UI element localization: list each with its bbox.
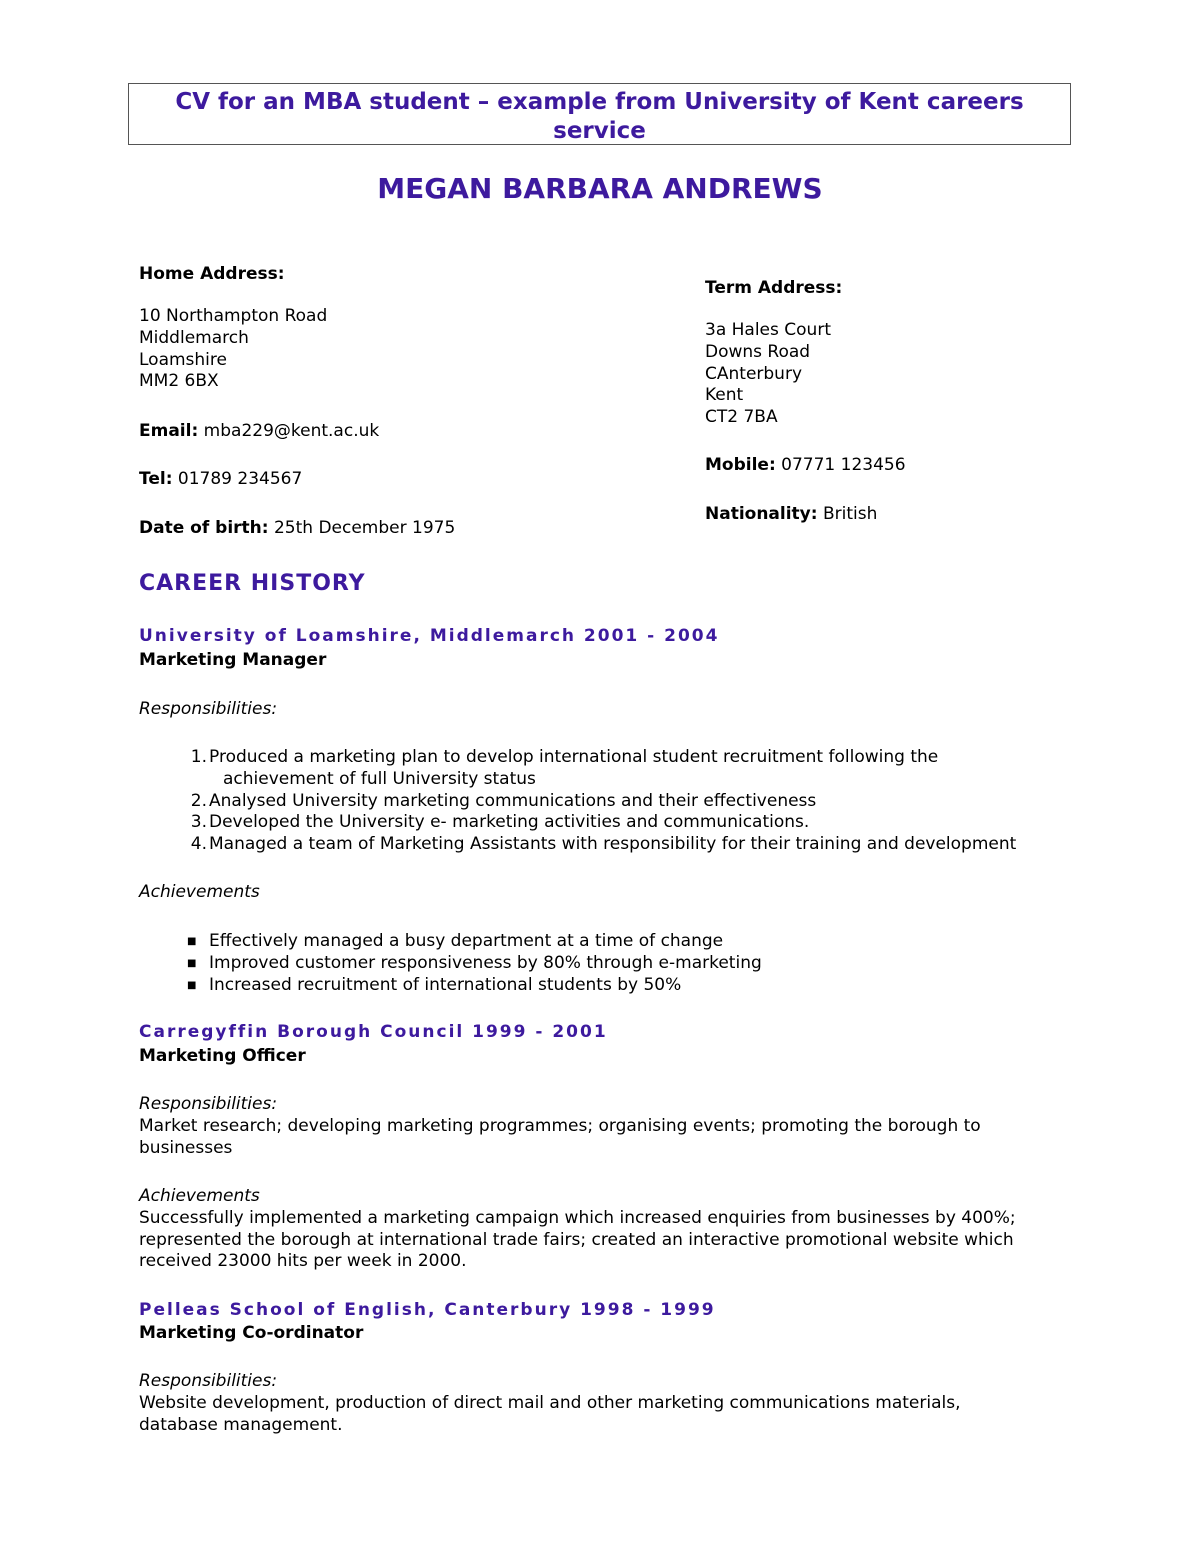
list-item: 3. Developed the University e- marketing activities and communications. — [190, 812, 810, 833]
home-address-heading: Home Address: — [139, 264, 285, 284]
achievements-block — [139, 1186, 1016, 1273]
mobile-value: 07771 123456 — [781, 455, 906, 475]
dob-line — [139, 518, 455, 538]
term-address-line: CAnterbury — [705, 363, 803, 384]
responsibilities-label: Responsibilities: — [139, 1094, 278, 1114]
bullet-icon: ■ — [187, 957, 197, 969]
term-address-line: 3a Hales Court — [705, 320, 831, 340]
paragraph-line: Website development, production of direct mail and other marketing communications materials, — [139, 1392, 961, 1413]
paragraph-line: represented the borough at international trade fairs; created an interactive promotional website which — [139, 1229, 1014, 1250]
job-employer: Pelleas School of English, Canterbury 1998 - 1999 — [139, 1300, 716, 1320]
list-item: ■ Effectively managed a busy department at a time of change — [187, 931, 724, 951]
responsibilities-block — [139, 1094, 981, 1159]
job-employer: University of Loamshire, Middlemarch 2001 - 2004 — [139, 626, 720, 646]
list-item: 2. Analysed University marketing communications and their effectiveness — [190, 790, 817, 811]
term-address-line: Downs Road — [705, 341, 811, 362]
job-role: Marketing Co-ordinator — [139, 1323, 364, 1343]
email-value: mba229@kent.ac.uk — [203, 421, 380, 441]
home-address-line: Loamshire — [139, 349, 227, 370]
home-address-line: 10 Northampton Road — [139, 306, 328, 326]
tel-line — [139, 469, 302, 489]
title-line-1: CV for an MBA student – example from University of Kent careers — [175, 89, 1024, 115]
job-employer: Carregyffin Borough Council 1999 - 2001 — [139, 1022, 608, 1042]
title-line-2: service — [553, 118, 646, 144]
responsibilities-label: Responsibilities: — [139, 1371, 278, 1391]
achievements-list — [187, 931, 762, 996]
bullet-icon: ■ — [187, 936, 197, 947]
email-label: Email: — [139, 421, 199, 441]
tel-label: Tel: — [139, 469, 173, 489]
list-item: ■ Increased recruitment of international students by 50% — [187, 974, 682, 995]
bullet-icon: ■ — [187, 979, 197, 991]
mobile-label: Mobile: — [705, 455, 776, 475]
document-title — [128, 83, 1071, 145]
term-address-heading: Term Address: — [705, 278, 843, 298]
achievements-label: Achievements — [139, 1186, 260, 1206]
tel-value: 01789 234567 — [177, 469, 303, 489]
nationality-label: Nationality: — [705, 504, 818, 524]
paragraph-line: Market research; developing marketing programmes; organising events; promoting the borough to — [139, 1115, 981, 1136]
home-address-block — [139, 306, 327, 393]
responsibilities-label: Responsibilities: — [139, 699, 278, 719]
list-item: 1. Produced a marketing plan to develop international student recruitment following the — [190, 747, 939, 767]
home-address-line: MM2 6BX — [139, 371, 219, 392]
mobile-line — [705, 455, 906, 475]
job-role: Marketing Manager — [139, 650, 327, 670]
paragraph-line: received 23000 hits per week in 2000. — [139, 1251, 467, 1272]
responsibilities-list — [185, 747, 1016, 856]
email-line — [139, 421, 379, 441]
paragraph-line: Successfully implemented a marketing campaign which increased enquiries from businesses by 400%; — [139, 1207, 1016, 1228]
candidate-name: MEGAN BARBARA ANDREWS — [377, 172, 823, 205]
dob-label: Date of birth: — [139, 518, 269, 538]
job-role: Marketing Officer — [139, 1046, 306, 1066]
achievements-label: Achievements — [139, 882, 260, 902]
responsibilities-block — [139, 1371, 960, 1436]
nationality-line — [705, 504, 877, 524]
term-address-line: CT2 7BA — [705, 407, 778, 428]
paragraph-line: database management. — [139, 1414, 343, 1435]
paragraph-line: businesses — [139, 1137, 233, 1158]
home-address-line: Middlemarch — [139, 327, 249, 348]
list-item: 4. Managed a team of Marketing Assistants with responsibility for their training and development — [190, 834, 1017, 855]
list-item: ■ Improved customer responsiveness by 80% through e-marketing — [187, 952, 762, 973]
dob-value: 25th December 1975 — [273, 518, 456, 538]
term-address-block — [705, 320, 831, 429]
term-address-line: Kent — [705, 385, 744, 406]
career-history-heading: CAREER HISTORY — [139, 571, 366, 596]
list-item-continuation: achievement of full University status — [223, 768, 536, 789]
nationality-value: British — [822, 504, 878, 524]
